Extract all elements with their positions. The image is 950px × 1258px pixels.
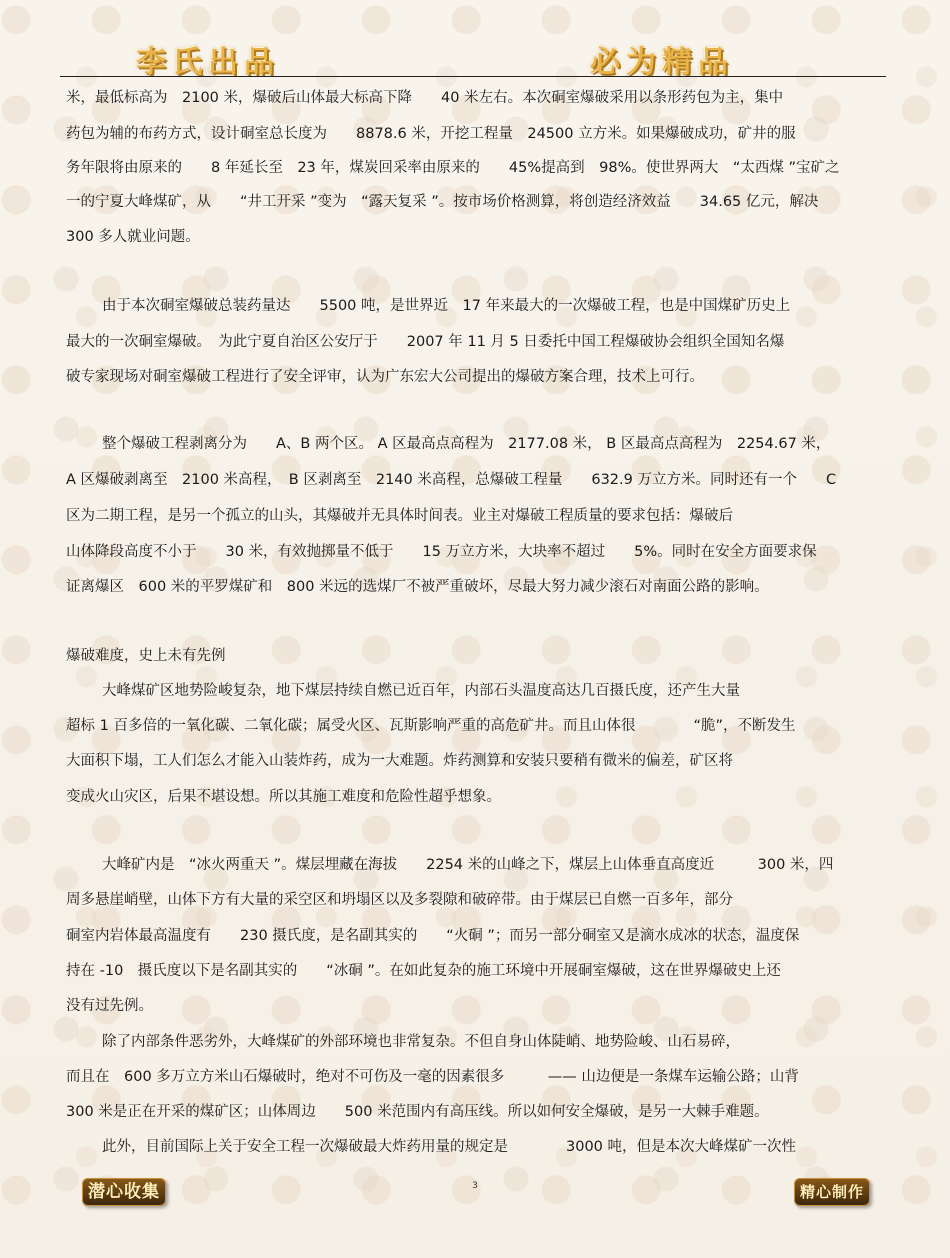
body-text-line: 持在 -10 摄氏度以下是名副其实的 “冰硐 ”。在如此复杂的施工环境中开展硐室爆破，这在世界爆破史上还 — [66, 963, 781, 979]
body-text-line: 300 米是正在开采的煤矿区；山体周边 500 米范围内有高压线。所以如何安全爆破，是另一大棘手难题。 — [66, 1104, 769, 1120]
body-text-line: 变成火山灾区，后果不堪设想。所以其施工难度和危险性超乎想象。 — [66, 789, 501, 805]
body-text-line: 除了内部条件恶劣外，大峰煤矿的外部环境也非常复杂。不但自身山体陡峭、地势险峻、山石易碎， — [102, 1034, 740, 1050]
body-text-line: 破专家现场对硐室爆破工程进行了安全评审，认为广东宏大公司提出的爆破方案合理，技术上可行。 — [66, 369, 704, 385]
footer-logo-left: 潜心收集 — [82, 1178, 166, 1206]
body-text-line: 硐室内岩体最高温度有 230 摄氏度，是名副其实的 “火硐 ”；而另一部分硐室又是滴水成冰的状态，温度保 — [66, 928, 800, 944]
body-text-line: 而且在 600 多万立方米山石爆破时，绝对不可伤及一毫的因素很多 —— 山边便是一条煤车运输公路；山背 — [66, 1069, 799, 1085]
body-text-line: 超标 1 百多倍的一氧化碳、二氧化碳；属受火区、瓦斯影响严重的高危矿井。而且山体很 “脆”，不断发生 — [66, 718, 796, 734]
body-text-line: 药包为辅的布药方式，设计硐室总长度为 8878.6 米，开挖工程量 24500 立方米。如果爆破成功，矿井的服 — [66, 126, 796, 142]
page-number: 3 — [472, 1181, 478, 1191]
body-text-line: 周多悬崖峭壁，山体下方有大量的采空区和坍塌区以及多裂隙和破碎带。由于煤层已自燃一百多年，部分 — [66, 892, 733, 908]
header-divider — [60, 76, 886, 77]
body-text-line: 没有过先例。 — [66, 998, 153, 1014]
body-text-line: 由于本次硐室爆破总装药量达 5500 吨，是世界近 17 年来最大的一次爆破工程，也是中国煤矿历史上 — [102, 298, 791, 314]
header-banner-right: 必为精品 — [590, 45, 734, 80]
body-text-line: 整个爆破工程剥离分为 A、B 两个区。 A 区最高点高程为 2177.08 米， B 区最高点高程为 2254.67 米， — [102, 436, 831, 452]
body-text-line: 大峰矿内是 “冰火两重天 ”。煤层埋藏在海拔 2254 米的山峰之下，煤层上山体垂直高度近 300 米，四 — [102, 857, 834, 873]
body-text-line: 300 多人就业问题。 — [66, 229, 200, 245]
body-text-line: 区为二期工程，是另一个孤立的山头，其爆破并无具体时间表。业主对爆破工程质量的要求包括：爆破后 — [66, 508, 733, 524]
body-text-line: 务年限将由原来的 8 年延长至 23 年，煤炭回采率由原来的 45%提高到 98%。使世界两大 “太西煤 ”宝矿之 — [66, 160, 840, 176]
body-text-line: 一的宁夏大峰煤矿，从 “井工开采 ”变为 “露天复采 ”。按市场价格测算，将创造经济效益 34.65 亿元，解决 — [66, 194, 819, 210]
header-banner-left: 李氏出品 — [136, 45, 280, 80]
body-text-line: 证离爆区 600 米的平罗煤矿和 800 米远的选煤厂不被严重破坏，尽最大努力减少滚石对南面公路的影响。 — [66, 579, 769, 595]
footer-logo-right: 精心制作 — [794, 1178, 870, 1206]
body-text-line: 此外，目前国际上关于安全工程一次爆破最大炸药用量的规定是 3000 吨，但是本次大峰煤矿一次性 — [102, 1139, 797, 1155]
body-text-line: 大面积下塌，工人们怎么才能入山装炸药，成为一大难题。炸药测算和安装只要稍有微米的偏差，矿区将 — [66, 753, 733, 769]
body-text-line: A 区爆破剥离至 2100 米高程， B 区剥离至 2140 米高程，总爆破工程量 632.9 万立方米。同时还有一个 C — [66, 472, 837, 488]
body-text-line: 米，最低标高为 2100 米，爆破后山体最大标高下降 40 米左右。本次硐室爆破采用以条形药包为主，集中 — [66, 90, 784, 106]
body-text-line: 山体降段高度不小于 30 米，有效抛掷量不低于 15 万立方米，大块率不超过 5%。同时在安全方面要求保 — [66, 544, 817, 560]
section-heading: 爆破难度，史上未有先例 — [66, 648, 226, 664]
body-text-line: 最大的一次硐室爆破。 为此宁夏自治区公安厅于 2007 年 11 月 5 日委托中国工程爆破协会组织全国知名爆 — [66, 334, 785, 350]
body-text-line: 大峰煤矿区地势险峻复杂，地下煤层持续自燃已近百年，内部石头温度高达几百摄氏度，还产生大量 — [102, 683, 740, 699]
